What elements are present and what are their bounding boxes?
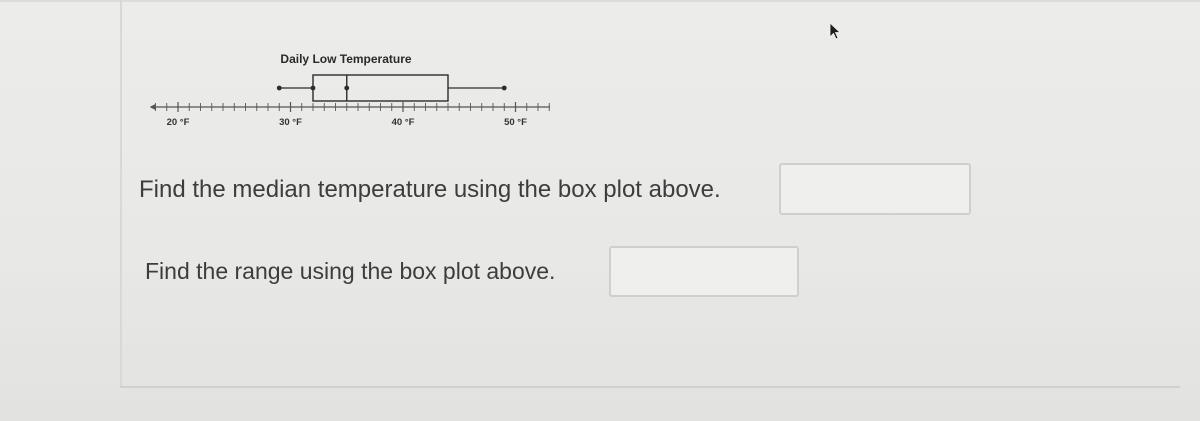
- range-question-text: Find the range using the box plot above.: [145, 258, 556, 284]
- chart-plot: [277, 75, 507, 101]
- mouse-pointer-icon: [828, 22, 842, 40]
- panel-left-edge: [120, 0, 122, 386]
- box-plot-chart: [150, 35, 550, 150]
- range-answer-input[interactable]: [609, 246, 799, 297]
- axis-tick-label: 40 °F: [391, 117, 415, 128]
- panel-top-edge: [0, 0, 1200, 2]
- chart-title: Daily Low Temperature: [280, 52, 412, 66]
- median-question-text: Find the median temperature using the box plot above.: [139, 176, 721, 203]
- panel-bottom-edge: [120, 386, 1180, 388]
- axis-tick-label: 20 °F: [166, 117, 190, 128]
- axis-tick-label: 30 °F: [279, 117, 302, 128]
- iqr-box: [313, 75, 448, 101]
- min-point: [277, 86, 282, 91]
- max-point: [502, 86, 507, 91]
- axis-arrow-left: [150, 104, 156, 110]
- chart-axis: [150, 102, 550, 128]
- median-answer-input[interactable]: [779, 163, 971, 215]
- q1-point: [311, 86, 316, 91]
- axis-tick-label: 50 °F: [504, 117, 527, 128]
- median-point: [344, 86, 349, 91]
